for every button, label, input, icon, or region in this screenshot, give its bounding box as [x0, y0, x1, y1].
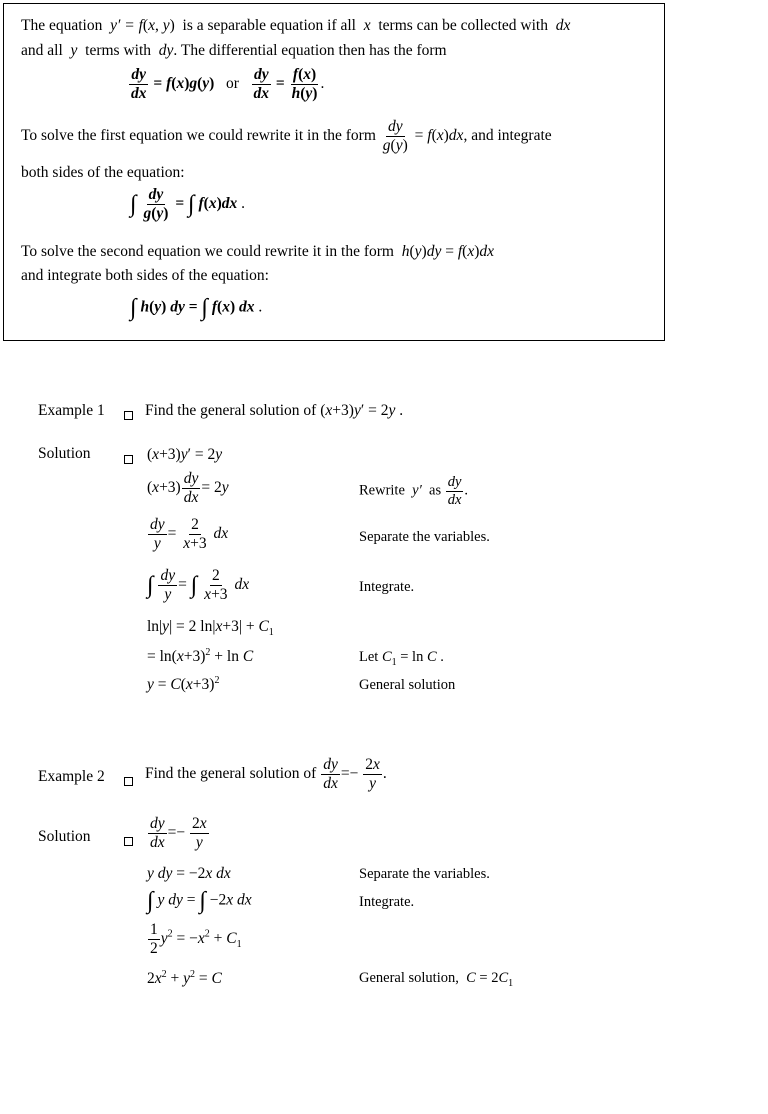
ex1-step-5: ln|y| = 2 $\ln|x+3| + C_1$	[147, 618, 274, 639]
form-equations: $\frac{dy}{dx}$ = f(x)g(y) or $\frac{dy}{dx}$ = $\frac{f(x)}{h(y)}$ .	[131, 66, 325, 102]
ex1-step-1: (x+3)y′ = 2y	[147, 446, 223, 463]
ex1-step-6: = $\ln(x+3)^2 + \ln C$	[147, 647, 254, 666]
example1-solution-label: Solution	[38, 445, 91, 462]
ex1-note-1: Rewrite y′ as $\frac{dy}{dx}$ .	[359, 474, 469, 508]
example2-prompt: Find the general solution of $\frac{dy}{dx}$ =− $\frac{2x}{y}$ .	[145, 756, 387, 792]
intro-line-2: and all y terms with dy. The differential equation then has the form	[21, 42, 447, 59]
ex2-step-2: y dy = −2x dx	[147, 865, 231, 882]
ex1-note-3: Integrate.	[359, 579, 415, 595]
intro-line-5: To solve the second equation we could rewrite it in the form h(y)dy = f(x)dx	[21, 243, 495, 260]
ex2-step-3: ∫ y dy = ∫ −2x dx	[147, 888, 252, 914]
ex1-step-3: $\frac{dy}{y}$ = $\frac{2}{x+3}$ dx	[150, 516, 229, 552]
ex1-step-2: (x+3) $\frac{dy}{dx}$ = 2y	[147, 470, 229, 506]
ex1-note-4: Let $C_1 = \ln C$ .	[359, 649, 444, 668]
integral-form-2: ∫ h(y) dy = ∫ f(x) dx .	[130, 295, 263, 321]
intro-line-3: To solve the first equation we could rewrite it in the form $\frac{dy}{g(y)}$ = f(x)dx, and integrate	[21, 118, 552, 154]
example2-label: Example 2	[38, 768, 105, 785]
ex1-step-7: $y = C(x+3)^2$	[147, 675, 220, 694]
integral-form-1: ∫ $\frac{dy}{g(y)}$ = ∫ f(x)dx .	[130, 186, 245, 222]
checkbox-icon	[124, 833, 133, 851]
ex1-step-4: ∫ $\frac{dy}{y}$ = ∫ $\frac{2}{x+3}$ dx	[147, 567, 250, 603]
ex2-step-1: $\frac{dy}{dx}$ =− $\frac{2x}{y}$	[150, 815, 207, 851]
intro-line-6: and integrate both sides of the equation:	[21, 267, 269, 284]
example1-label: Example 1	[38, 402, 105, 419]
ex2-step-4: $\frac{1}{2}$ $y^2 = -x^2 + C_1$	[150, 921, 242, 957]
example2-solution-label: Solution	[38, 828, 91, 845]
ex2-step-5: $2x^2 + y^2 = C$	[147, 969, 222, 988]
intro-line-4: both sides of the equation:	[21, 164, 185, 181]
eq-y-prime: y′ = f	[106, 17, 143, 34]
ex2-note-2: Integrate.	[359, 894, 415, 910]
ex2-note-3: General solution, $C = 2C_1$	[359, 970, 514, 989]
ex1-note-2: Separate the variables.	[359, 529, 490, 545]
ex2-note-1: Separate the variables.	[359, 866, 490, 882]
example1-prompt: Find the general solution of (x+3)y′ = 2y .	[145, 402, 404, 419]
checkbox-icon	[124, 773, 133, 791]
intro-line-1: The equation y′ = f(x, y) is a separable equation if all x terms can be collected with dx	[21, 17, 571, 34]
checkbox-icon	[124, 451, 133, 469]
ex1-note-5: General solution	[359, 677, 456, 693]
checkbox-icon	[124, 407, 133, 425]
